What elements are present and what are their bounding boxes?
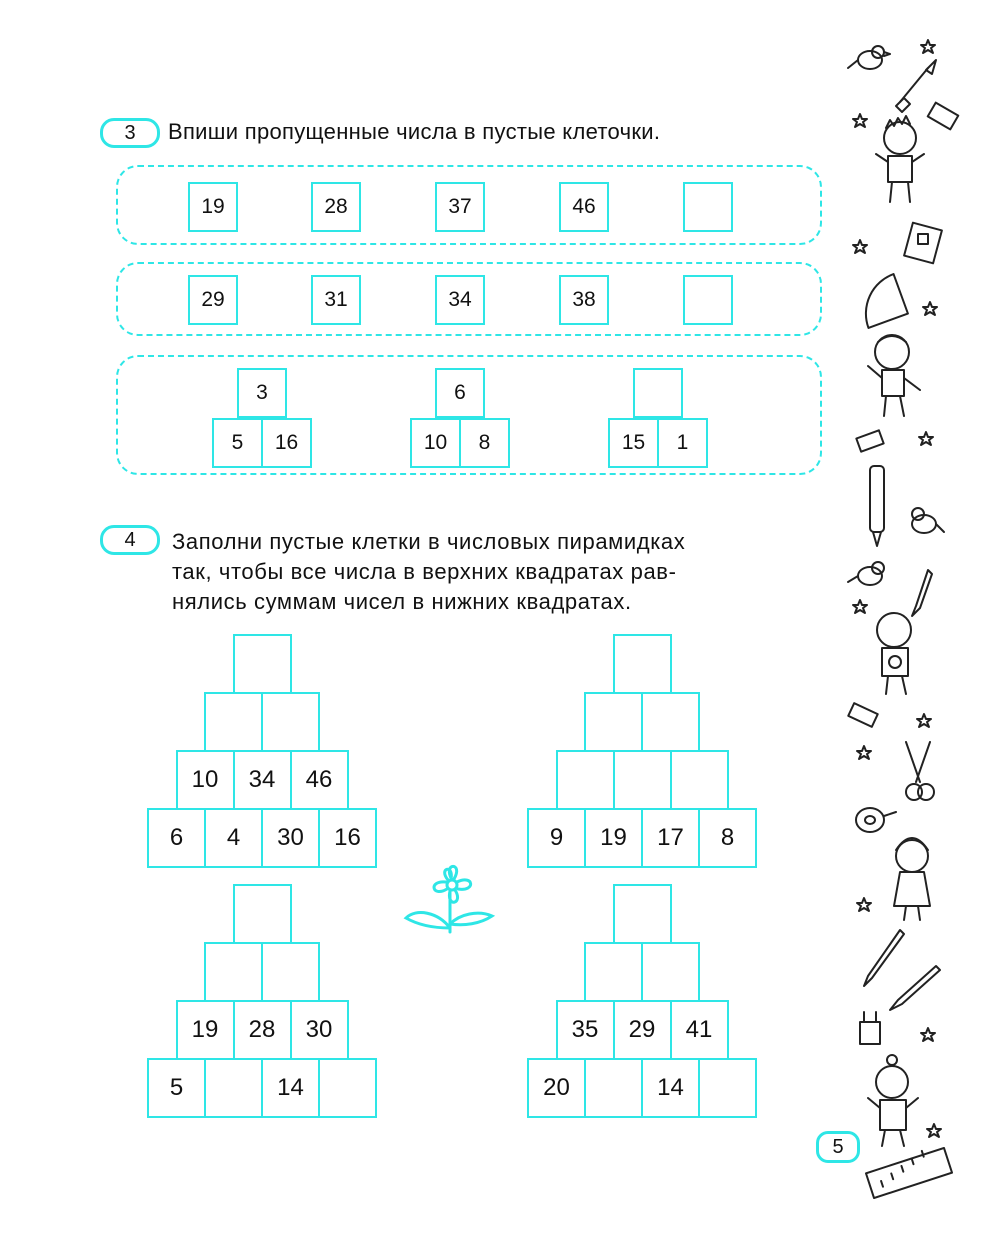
pencil-icon [912, 570, 932, 616]
task-4-instruction-line: так, чтобы все числа в верхних квадратах рав- [172, 559, 677, 584]
pyramid-cell: 8 [698, 808, 757, 868]
sequence-1-cell: 37 [435, 182, 485, 232]
pyramid-cell: 6 [147, 808, 206, 868]
decorations-column [840, 30, 1000, 1210]
pyramid-cell: 4 [204, 808, 263, 868]
pyramid-cell: 28 [233, 1000, 292, 1060]
kid-doodle-icon [868, 1055, 918, 1146]
pyramid-cell: 30 [261, 808, 320, 868]
pyramid-cell: 35 [556, 1000, 615, 1060]
triangle-2-left-cell: 10 [410, 418, 461, 468]
sequence-2-cell: 34 [435, 275, 485, 325]
task-4-instruction-line: Заполни пустые клетки в числовых пирамидках [172, 529, 686, 554]
task-3-instruction: Впиши пропущенные числа в пустые клеточки. [168, 119, 661, 144]
sequence-2-answer-cell[interactable] [683, 275, 733, 325]
eraser-icon [848, 703, 877, 727]
sequence-1-cell: 28 [311, 182, 361, 232]
task-4-instruction-line: нялись суммам чисел в нижних квадратах. [172, 589, 632, 614]
kid-doodle-icon [877, 613, 911, 694]
pyramid-answer-cell[interactable] [584, 692, 643, 752]
pyramid-answer-cell[interactable] [613, 634, 672, 694]
tape-icon [856, 808, 896, 832]
triangle-1-left-cell: 5 [212, 418, 263, 468]
pen-icon [864, 930, 904, 986]
triangle-3-top-answer-cell[interactable] [633, 368, 683, 418]
pyramid-answer-cell[interactable] [318, 1058, 377, 1118]
girl-doodle-icon [894, 838, 930, 920]
pen-icon [870, 466, 884, 546]
pyramid-answer-cell[interactable] [204, 692, 263, 752]
flower-icon [402, 860, 498, 940]
pyramid-cell: 10 [176, 750, 235, 810]
boy-doodle-icon [876, 116, 924, 202]
pyramid-cell: 5 [147, 1058, 206, 1118]
page-number: 5 [816, 1131, 860, 1163]
pyramid-cell: 30 [290, 1000, 349, 1060]
pyramid-answer-cell[interactable] [204, 942, 263, 1002]
triangle-1-top-cell: 3 [237, 368, 287, 418]
sequence-2-cell: 38 [559, 275, 609, 325]
task-3-number-badge: 3 [100, 118, 160, 148]
pyramid-answer-cell[interactable] [641, 942, 700, 1002]
pyramid-answer-cell[interactable] [233, 634, 292, 694]
kid-doodle-icon [868, 335, 920, 416]
pyramid-answer-cell[interactable] [584, 1058, 643, 1118]
pyramid-cell: 14 [261, 1058, 320, 1118]
pyramid-answer-cell[interactable] [641, 692, 700, 752]
triangle-3-left-cell: 15 [608, 418, 659, 468]
pyramid-answer-cell[interactable] [613, 750, 672, 810]
pyramid-cell: 9 [527, 808, 586, 868]
pyramid-answer-cell[interactable] [261, 692, 320, 752]
bird-icon [912, 508, 944, 533]
pyramid-answer-cell[interactable] [204, 1058, 263, 1118]
pyramid-answer-cell[interactable] [613, 884, 672, 944]
sharpener-icon [904, 223, 942, 264]
bird-icon [848, 46, 890, 69]
triangle-3-right-cell: 1 [657, 418, 708, 468]
pyramid-cell: 46 [290, 750, 349, 810]
pyramid-cell: 17 [641, 808, 700, 868]
pyramid-cell: 14 [641, 1058, 700, 1118]
sequence-1-cell: 46 [559, 182, 609, 232]
triangle-1-right-cell: 16 [261, 418, 312, 468]
triangle-2-right-cell: 8 [459, 418, 510, 468]
pyramid-cell: 20 [527, 1058, 586, 1118]
eraser-icon [856, 430, 883, 451]
pyramid-cell: 34 [233, 750, 292, 810]
pyramid-answer-cell[interactable] [233, 884, 292, 944]
brush-icon [896, 60, 936, 112]
pyramid-answer-cell[interactable] [584, 942, 643, 1002]
scissors-icon [906, 742, 934, 800]
pyramid-answer-cell[interactable] [261, 942, 320, 1002]
pyramid-cell: 16 [318, 808, 377, 868]
protractor-icon [854, 274, 908, 328]
task-4-instruction [172, 527, 685, 617]
pyramid-cell: 19 [176, 1000, 235, 1060]
clip-icon [860, 1012, 880, 1044]
bird-icon [848, 562, 884, 585]
triangle-2-top-cell: 6 [435, 368, 485, 418]
sequence-1-answer-cell[interactable] [683, 182, 733, 232]
task-4-number-badge: 4 [100, 525, 160, 555]
pyramid-cell: 29 [613, 1000, 672, 1060]
ruler-icon [866, 1148, 952, 1198]
fountain-pen-icon [890, 966, 940, 1010]
pyramid-answer-cell[interactable] [556, 750, 615, 810]
sequence-2-cell: 31 [311, 275, 361, 325]
pyramid-answer-cell[interactable] [670, 750, 729, 810]
sequence-2-cell: 29 [188, 275, 238, 325]
pyramid-cell: 41 [670, 1000, 729, 1060]
pyramid-answer-cell[interactable] [698, 1058, 757, 1118]
sequence-1-cell: 19 [188, 182, 238, 232]
pyramid-cell: 19 [584, 808, 643, 868]
eraser-icon [928, 103, 959, 130]
